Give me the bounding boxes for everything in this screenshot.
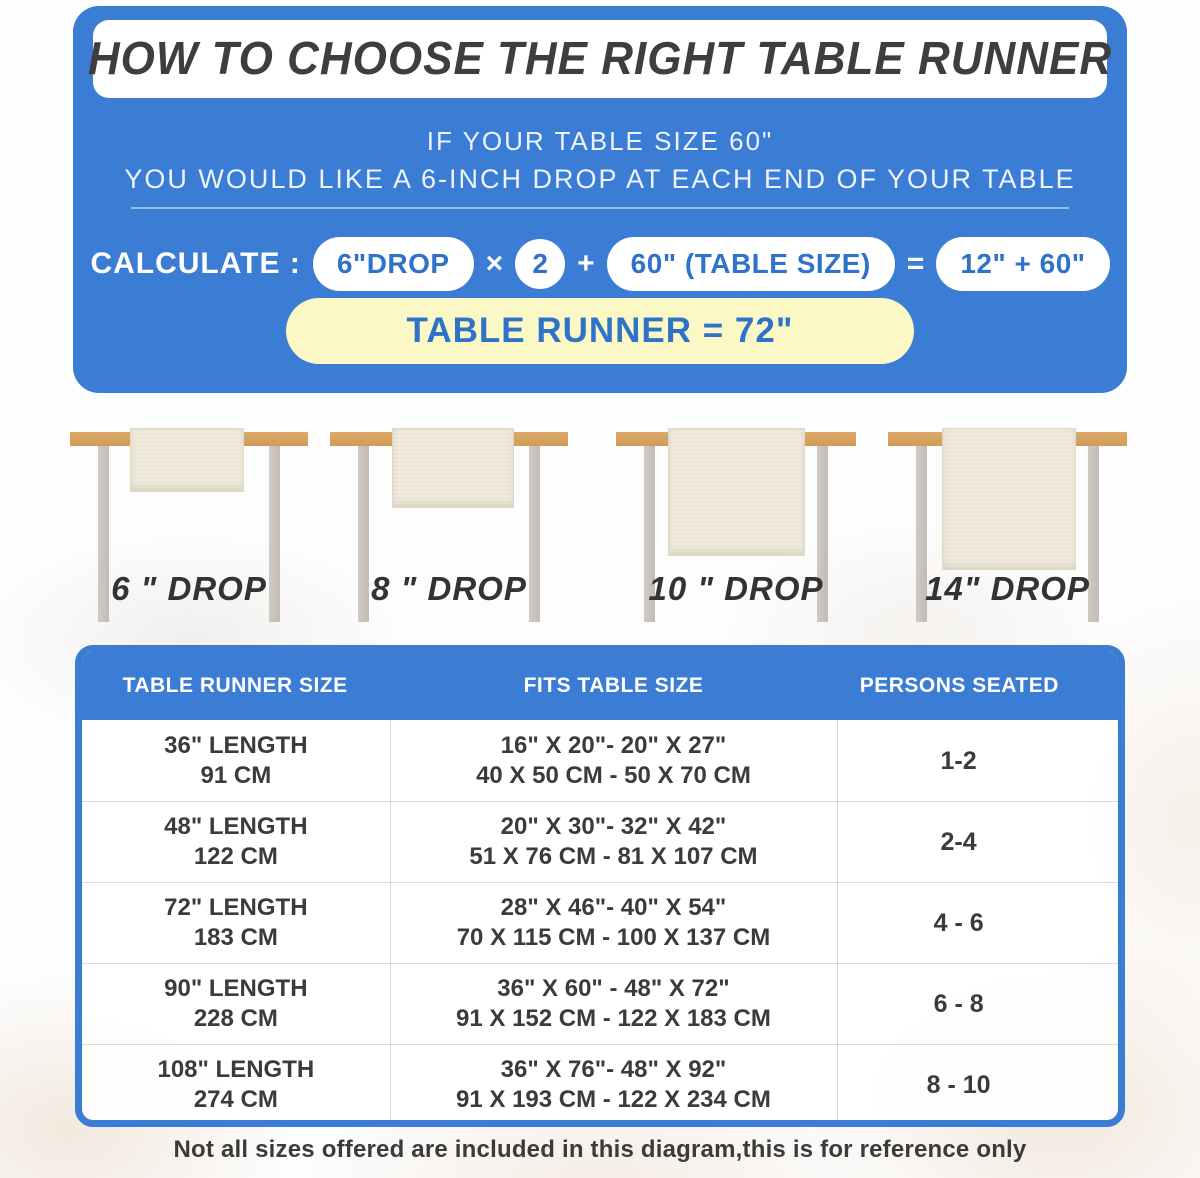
footer-disclaimer: Not all sizes offered are included in this diagram,this is for reference only: [173, 1136, 1027, 1163]
length-cm: 274 CM: [193, 1086, 278, 1113]
fits-size-cell: [390, 812, 838, 872]
runner-size-cell: [82, 1055, 390, 1115]
table-row: [82, 963, 1118, 1044]
runner-size-cell: [82, 731, 390, 791]
length-inches: 72" LENGTH: [164, 894, 308, 921]
drop-example-8in: [330, 428, 568, 634]
fits-cm: 91 X 193 CM - 122 X 234 CM: [456, 1086, 771, 1113]
fits-cm: 70 X 115 CM - 100 X 137 CM: [456, 924, 771, 951]
persons-cell: [837, 827, 1118, 857]
plus-sign: +: [577, 247, 595, 280]
runner-illustration: [392, 428, 514, 508]
drop-label: 8 " DROP: [371, 570, 527, 607]
runner-size-cell: [82, 974, 390, 1034]
persons-count: 8 - 10: [926, 1071, 991, 1099]
drop-example-10in: [616, 428, 856, 634]
runner-illustration: [942, 428, 1076, 570]
length-inches: 108" LENGTH: [157, 1056, 315, 1083]
fits-inches: 16" X 20"- 20" X 27": [500, 731, 727, 759]
table-row: [82, 801, 1118, 882]
equals-sign: =: [906, 247, 925, 280]
persons-cell: [837, 746, 1118, 776]
column-divider: [837, 720, 838, 1125]
fits-inches: 36" X 60" - 48" X 72": [497, 975, 730, 1002]
table-row: [82, 720, 1118, 801]
sum-pill: 12" + 60": [936, 237, 1109, 291]
times-sign: ×: [485, 247, 504, 280]
result-banner: TABLE RUNNER = 72": [286, 298, 914, 364]
persons-count: 6 - 8: [933, 990, 984, 1018]
persons-cell: [837, 989, 1118, 1019]
length-cm: 228 CM: [193, 1005, 278, 1032]
runner-size-cell: [82, 893, 390, 953]
size-chart-panel: [75, 645, 1125, 1127]
persons-cell: [837, 908, 1118, 938]
fits-size-cell: [390, 1055, 838, 1115]
header-runner-size: TABLE RUNNER SIZE: [122, 673, 348, 697]
page-title: HOW TO CHOOSE THE RIGHT TABLE RUNNER: [87, 32, 1113, 85]
runner-illustration: [130, 428, 244, 492]
hero-panel: [73, 6, 1127, 393]
persons-count: 4 - 6: [933, 909, 984, 937]
formula-row: [73, 236, 1127, 292]
fits-size-cell: [390, 893, 838, 953]
table-row: [82, 882, 1118, 963]
persons-count: 1-2: [940, 746, 977, 775]
drop-pill: 6"DROP: [313, 237, 474, 291]
drop-example-6in: [70, 428, 308, 634]
fits-cm: 91 X 152 CM - 122 X 183 CM: [456, 1005, 771, 1032]
drop-label: 6 " DROP: [111, 570, 267, 607]
table-row: [82, 1044, 1118, 1125]
fits-inches: 36" X 76"- 48" X 92": [500, 1056, 727, 1083]
drop-label: 10 " DROP: [648, 570, 824, 607]
subtitle-line-1: IF YOUR TABLE SIZE 60": [426, 126, 774, 156]
drop-label: 14" DROP: [925, 570, 1090, 607]
length-cm: 183 CM: [193, 924, 278, 951]
fits-cm: 40 X 50 CM - 50 X 70 CM: [476, 761, 751, 789]
fits-inches: 20" X 30"- 32" X 42": [500, 813, 727, 840]
table-size-pill: 60" (TABLE SIZE): [607, 237, 895, 291]
runner-size-cell: [82, 812, 390, 872]
length-inches: 48" LENGTH: [164, 813, 308, 840]
fits-size-cell: [390, 974, 838, 1034]
drop-example-14in: [888, 428, 1127, 634]
runner-illustration: [668, 428, 805, 556]
length-inches: 90" LENGTH: [164, 975, 308, 1002]
size-chart-header: [81, 651, 1119, 720]
fits-cm: 51 X 76 CM - 81 X 107 CM: [469, 843, 758, 870]
multiplier-circle: 2: [515, 239, 565, 289]
column-divider: [390, 720, 391, 1125]
fits-inches: 28" X 46"- 40" X 54": [500, 894, 727, 921]
persons-cell: [837, 1070, 1118, 1100]
calculate-label: CALCULATE :: [90, 247, 301, 280]
size-chart-body: [82, 720, 1118, 1125]
persons-count: 2-4: [940, 828, 977, 856]
length-inches: 36" LENGTH: [164, 731, 308, 759]
subtitle-line-2: YOU WOULD LIKE A 6-INCH DROP AT EACH END OF YOUR TABLE: [124, 164, 1076, 194]
header-fits-size: FITS TABLE SIZE: [523, 673, 704, 697]
fits-size-cell: [390, 731, 838, 791]
header-persons: PERSONS SEATED: [859, 673, 1059, 697]
length-cm: 91 CM: [200, 761, 272, 789]
length-cm: 122 CM: [193, 843, 278, 870]
hero-divider: [131, 207, 1069, 209]
title-band: [87, 20, 1113, 98]
